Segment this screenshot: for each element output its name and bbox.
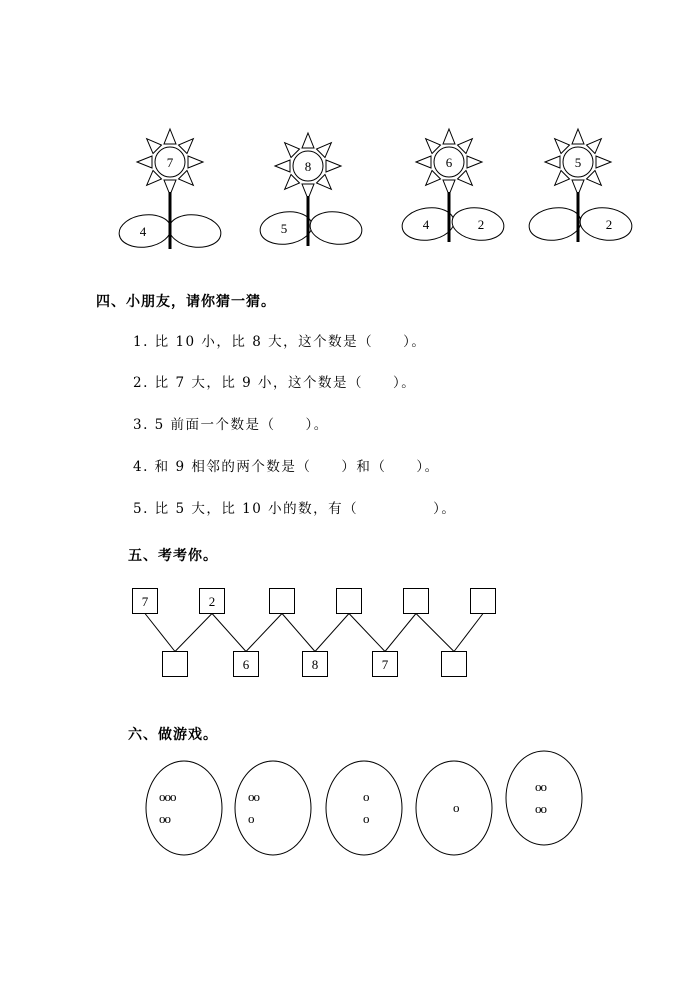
right-leaf	[167, 212, 223, 251]
flower-center-number: 6	[445, 155, 453, 170]
dot-row: oo	[159, 811, 170, 826]
left-leaf-number: 5	[280, 221, 288, 236]
petal-triangle	[443, 129, 455, 144]
petal-triangle	[188, 156, 203, 168]
top-number-box	[471, 589, 496, 614]
connector-line	[454, 614, 483, 652]
top-number-box	[270, 589, 295, 614]
question-1: 1. 比 10 小，比 8 大，这个数是（ ）。	[133, 334, 427, 350]
bottom-number-box	[163, 652, 188, 677]
top-number: 7	[141, 594, 149, 609]
left-leaf-number: 4	[422, 217, 430, 232]
dot-row: oo	[248, 789, 259, 804]
bottom-number: 8	[311, 657, 319, 672]
game-oval	[326, 761, 402, 855]
bottom-number: 6	[242, 657, 250, 672]
dot-row: oo	[535, 779, 546, 794]
connector-line	[282, 614, 315, 652]
question-4: 4. 和 9 相邻的两个数是（ ）和（ ）。	[133, 459, 440, 475]
connector-line	[175, 614, 212, 652]
section-4-heading: 四、小朋友，请你猜一猜。	[96, 294, 276, 310]
flower-center-number: 5	[574, 155, 582, 170]
sunflower	[527, 129, 634, 243]
top-number-box	[404, 589, 429, 614]
number-boxes-figure	[0, 580, 695, 690]
flower-center-number: 7	[166, 155, 174, 170]
dot-row: ooo	[159, 789, 176, 804]
connector-line	[349, 614, 385, 652]
game-oval	[235, 761, 311, 855]
petal-triangle	[467, 156, 482, 168]
connector-line	[145, 614, 175, 652]
question-3: 3. 5 前面一个数是（ ）。	[133, 417, 329, 433]
petal-triangle	[545, 156, 560, 168]
sunflower	[400, 129, 506, 243]
bottom-number: 7	[381, 657, 389, 672]
section-6-heading: 六、做游戏。	[128, 727, 218, 743]
petal-triangle	[137, 156, 152, 168]
sunflower	[258, 133, 364, 247]
sunflower	[117, 129, 223, 250]
dot-row: o	[363, 811, 369, 826]
left-leaf-number: 4	[139, 224, 147, 239]
dot-row: oo	[535, 801, 546, 816]
petal-triangle	[275, 160, 290, 172]
petal-triangle	[596, 156, 611, 168]
connector-line	[385, 614, 416, 652]
top-number-box	[337, 589, 362, 614]
section-5-heading: 五、考考你。	[128, 548, 218, 564]
bottom-number-box	[442, 652, 467, 677]
connector-line	[212, 614, 246, 652]
question-5: 5. 比 5 大，比 10 小的数，有（ ）。	[133, 501, 457, 517]
left-leaf	[527, 205, 583, 244]
game-oval	[146, 761, 222, 855]
question-2: 2. 比 7 大，比 9 小，这个数是（ ）。	[133, 375, 417, 391]
petal-triangle	[164, 129, 176, 144]
dot-row: o	[453, 800, 459, 815]
dot-row: o	[248, 811, 254, 826]
top-number: 2	[208, 594, 216, 609]
right-leaf	[308, 209, 364, 248]
petal-triangle	[416, 156, 431, 168]
connector-line	[416, 614, 454, 652]
dot-row: o	[363, 789, 369, 804]
connector-line	[315, 614, 349, 652]
flowers-figure	[0, 0, 695, 270]
flower-center-number: 8	[304, 159, 312, 174]
petal-triangle	[302, 133, 314, 148]
game-oval	[506, 751, 582, 845]
right-leaf-number: 2	[477, 217, 485, 232]
right-leaf-number: 2	[605, 217, 613, 232]
petal-triangle	[326, 160, 341, 172]
ovals-figure	[0, 745, 695, 865]
petal-triangle	[572, 129, 584, 144]
connector-line	[246, 614, 282, 652]
